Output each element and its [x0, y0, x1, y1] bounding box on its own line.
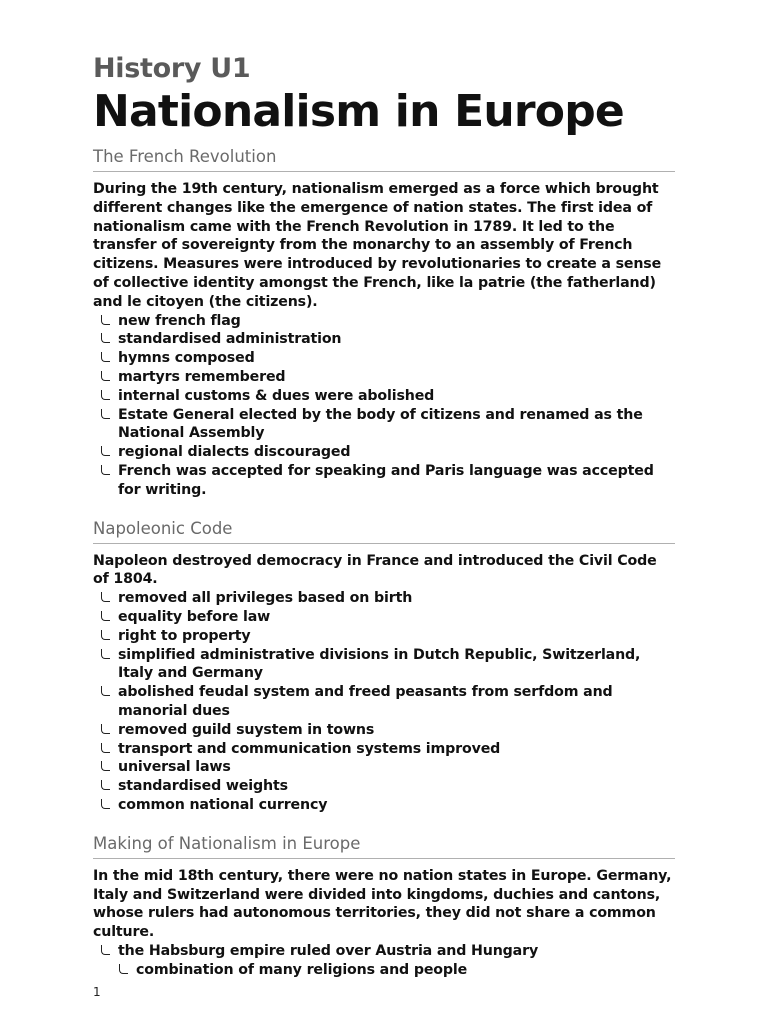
bullet-hook-icon [101, 592, 110, 602]
bullet-hook-icon [101, 611, 110, 621]
bullet-hook-icon [101, 390, 110, 400]
bullet-hook-icon [101, 630, 110, 640]
document-title: Nationalism in Europe [93, 86, 624, 137]
list-item: the Habsburg empire ruled over Austria and Hungary [93, 942, 675, 961]
section-heading: Napoleonic Code [93, 518, 675, 544]
list-item: Estate General elected by the body of citizens and renamed as the National Assembly [93, 406, 675, 444]
list-item: common national currency [93, 796, 675, 815]
list-item: transport and communication systems improved [93, 740, 675, 759]
list-item: standardised administration [93, 330, 675, 349]
bullet-list [93, 942, 675, 980]
bullet-hook-icon [101, 780, 110, 790]
section-paragraph: Napoleon destroyed democracy in France and introduced the Civil Code of 1804. [93, 552, 657, 588]
bullet-hook-icon [101, 945, 110, 955]
list-item: martyrs remembered [93, 368, 675, 387]
bullet-hook-icon [101, 465, 110, 475]
list-item: regional dialects discouraged [93, 443, 675, 462]
list-item: removed all privileges based on birth [93, 589, 675, 608]
section-making-of-nationalism [93, 833, 675, 980]
list-item: new french flag [93, 312, 675, 331]
bullet-hook-icon [101, 315, 110, 325]
section-heading: The French Revolution [93, 146, 675, 172]
bullet-list [93, 589, 675, 815]
list-item: simplified administrative divisions in Dutch Republic, Switzerland, Italy and Germany [93, 646, 675, 684]
list-item: internal customs & dues were abolished [93, 387, 675, 406]
section-paragraph: During the 19th century, nationalism emerged as a force which brought different changes like the emergence of nation states. The first idea of nationalism came with the French Revolution in 1789. It led to the transfer of sovereignty from the monarchy to an assembly of French citizens. Measures were introduced by revolutionaries to create a sense of collective identity amongst the French, like la patrie (the fatherland) and le citoyen (the citizens). [93, 181, 662, 310]
bullet-hook-icon [101, 352, 110, 362]
section-heading: Making of Nationalism in Europe [93, 833, 675, 859]
bullet-hook-icon [101, 333, 110, 343]
bullet-hook-icon [101, 743, 110, 753]
list-item: universal laws [93, 758, 675, 777]
section-french-revolution [93, 146, 675, 500]
bullet-hook-icon [101, 371, 110, 381]
bullet-list [93, 312, 675, 500]
document-subtitle: History U1 [93, 53, 251, 84]
list-item: right to property [93, 627, 675, 646]
bullet-hook-icon [101, 724, 110, 734]
page-number: 1 [93, 985, 101, 999]
bullet-hook-icon [101, 446, 110, 456]
list-item: equality before law [93, 608, 675, 627]
list-item: removed guild suystem in towns [93, 721, 675, 740]
bullet-hook-icon [101, 799, 110, 809]
document-page [93, 52, 675, 997]
bullet-hook-icon [101, 649, 110, 659]
section-napoleonic-code [93, 518, 675, 815]
section-paragraph: In the mid 18th century, there were no nation states in Europe. Germany, Italy and Switzerland were divided into kingdoms, duchies and cantons, whose rulers had autonomous territories, they did not share a common culture. [93, 867, 672, 941]
bullet-hook-icon [101, 761, 110, 771]
list-item: abolished feudal system and freed peasants from serfdom and manorial dues [93, 683, 675, 721]
bullet-hook-icon [101, 686, 110, 696]
bullet-hook-icon [101, 409, 110, 419]
sub-list-item: combination of many religions and people [93, 961, 675, 980]
bullet-hook-icon [119, 964, 128, 974]
list-item: French was accepted for speaking and Paris language was accepted for writing. [93, 462, 675, 500]
list-item: standardised weights [93, 777, 675, 796]
list-item: hymns composed [93, 349, 675, 368]
